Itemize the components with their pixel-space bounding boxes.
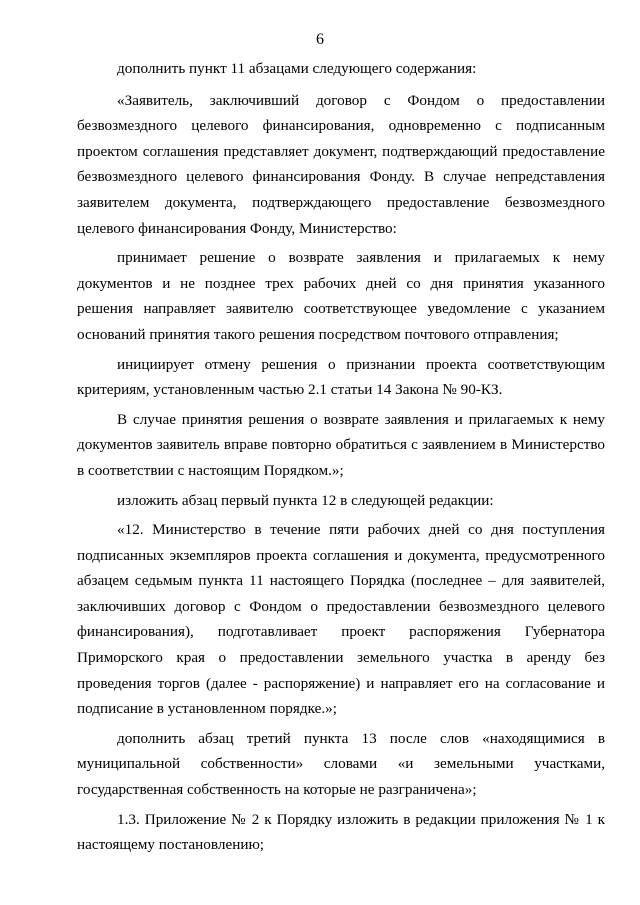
paragraph-amend-item-12: изложить абзац первый пункта 12 в следующей редакции: — [117, 491, 494, 509]
paragraph-amend-item-13: дополнить абзац третий пункта 13 после слов «находящимися в муниципальной собственности» словами «и земельными участками, государственная собственность на которые не разграничена»; — [77, 729, 605, 799]
paragraph-reapply: В случае принятия решения о возврате заявления и прилагаемых к нему документов заявитель вправе повторно обратиться с заявлением в Министерство в соответствии с настоящим Порядком.»; — [77, 410, 605, 479]
paragraph-cancel-decision: инициирует отмену решения о признании проекта соответствующим критериям, установленным частью 2.1 статьи 14 Закона № 90-КЗ. — [77, 355, 605, 399]
document-body — [77, 56, 605, 858]
paragraph-amend-item-11: дополнить пункт 11 абзацами следующего содержания: — [117, 60, 477, 77]
paragraph-item-12-text: «12. Министерство в течение пяти рабочих дней со дня поступления подписанных экземпляров проекта соглашения и документа, предусмотренного абзацем седьмым пункта 11 настоящего Порядка (последнее – для заявителей, заключивших договор с Фондом о предоставлении безвозмездного целевого финансирования), подготавливает проект распоряжения Губернатора Приморского края о предоставлении земельного участка в аренду без проведения торгов (далее - распоряжение) и направляет его на согласование и подписание в установленном порядке.»; — [77, 521, 605, 718]
page-number: 6 — [316, 31, 324, 48]
paragraph-applicant-agreement: «Заявитель, заключивший договор с Фондом о предоставлении безвозмездного целевого финансирования, одновременно с подписанным проектом соглашения представляет документ, подтверждающий предоставление безвозмездного целевого финансирования Фонду. В случае непредставления заявителем документа, подтверждающего предоставление безвозмездного целевого финансирования Фонду, Министерство: — [77, 91, 605, 237]
paragraph-annex-2: 1.3. Приложение № 2 к Порядку изложить в редакции приложения № 1 к настоящему постановлению; — [77, 810, 605, 854]
paragraph-return-decision: принимает решение о возврате заявления и прилагаемых к нему документов и не позднее трех рабочих дней со дня принятия указанного решения направляет заявителю соответствующее уведомление с указанием оснований принятия такого решения посредством почтового отправления; — [77, 249, 605, 343]
